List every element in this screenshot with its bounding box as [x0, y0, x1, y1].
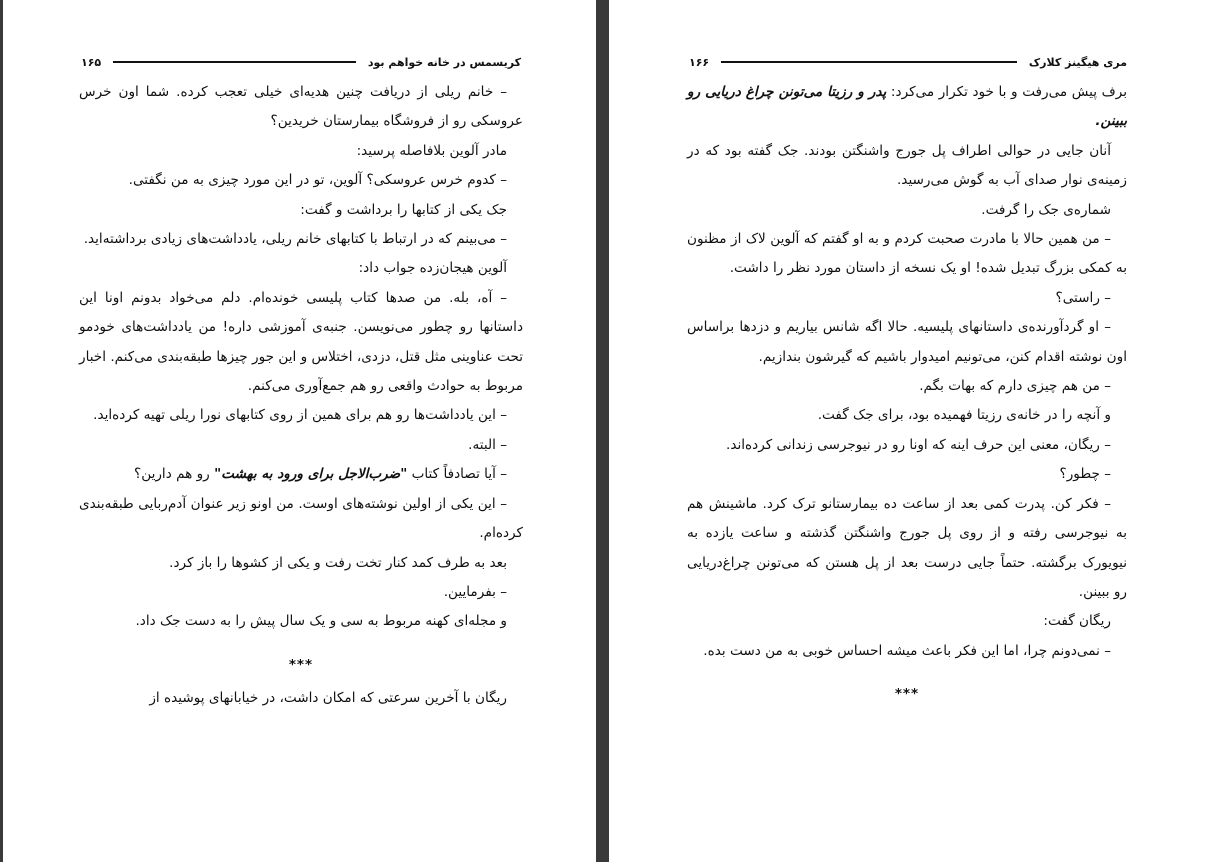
paragraph: – فکر کن. پدرت کمی بعد از ساعت ده بیمارستانو ترک کرد. ماشینش هم به نیوجرسی رفته و از روی پل جورج واشنگتن گذشته و ساعت یازده به نیویورک برگشته. حتماً جایی درست بعد از پل هستن که می‌تونن چراغ‌دریایی رو ببینن. [687, 495, 1127, 600]
paragraph: آلوین هیجان‌زده جواب داد: [358, 260, 507, 277]
header-rule [113, 61, 356, 63]
page-body [79, 78, 523, 714]
left-page [3, 0, 596, 862]
page-header [81, 52, 521, 72]
section-separator: *** [288, 656, 314, 673]
header-rule [721, 61, 1017, 63]
paragraph: – نمی‌دونم چرا، اما این فکر باعث میشه احساس خوبی به من دست بده. [703, 642, 1111, 659]
page-number: ۱۶۵ [81, 55, 102, 69]
paragraph: جک یکی از کتابها را برداشت و گفت: [300, 201, 507, 218]
lead-bold: پدر و رزیتا می‌تونن چراغ دریایی رو ببینن. [687, 84, 1127, 130]
paragraph: – راستی؟ [1055, 289, 1111, 306]
paragraph: – او گردآورنده‌ی داستانهای پلیسیه. حالا اگه شانس بیاریم و دزدها براساس اون نوشته اقدام کنن، می‌تونیم امیدوار باشیم که گیرشون بندازیم. [687, 319, 1127, 365]
paragraph: و مجله‌ای کهنه مربوط به سی و یک سال پیش را به دست جک داد. [135, 613, 507, 630]
paragraph: – ریگان، معنی این حرف اینه که اونا رو در نیوجرسی زندانی کرده‌اند. [726, 436, 1111, 453]
paragraph: – خانم ریلی از دریافت چنین هدیه‌ای خیلی تعجب کرده. شما اون خرس عروسکی رو از فروشگاه بیمارستان خریدین؟ [79, 84, 523, 130]
question-before: – آیا تصادفاً کتاب [407, 466, 507, 483]
paragraph: ریگان گفت: [1043, 613, 1111, 630]
right-page [609, 0, 1206, 862]
page-number: ۱۶۶ [689, 55, 710, 69]
lead-before: برف پیش می‌رفت و با خود تکرار می‌کرد: [886, 84, 1127, 100]
paragraph: – چطور؟ [1059, 466, 1111, 483]
paragraph: بعد به طرف کمد کنار تخت رفت و یکی از کشوها را باز کرد. [169, 554, 507, 571]
section-separator: *** [894, 686, 920, 703]
paragraph: شماره‌ی جک را گرفت. [981, 201, 1111, 218]
paragraph: – آه، بله. من صدها کتاب پلیسی خونده‌ام. دلم می‌خواد بدونم اونا این داستانها رو چطور می‌نویسن. جنبه‌ی آموزشی داره! من یادداشت‌های خودمو تحت عناوینی مثل قتل، دزدی، اختلاس و این جور چیزها طبقه‌بندی می‌کنم. اخبار مربوط به حوادث واقعی رو هم جمع‌آوری می‌کنم. [79, 289, 523, 395]
book-title: "ضرب‌الاجل برای ورود به بهشت" [214, 466, 408, 483]
paragraph: – می‌بینم که در ارتباط با کتابهای خانم ریلی، یادداشت‌های زیادی برداشته‌اید. [83, 231, 507, 248]
paragraph: – من هم چیزی دارم که بهات بگم. [919, 378, 1111, 395]
paragraph: مادر آلوین بلافاصله پرسید: [356, 142, 507, 159]
paragraph: – بفرمایین. [443, 583, 507, 600]
question-after: رو هم دارین؟ [134, 466, 215, 483]
header-title: مری هیگینز کلارک [1028, 55, 1127, 69]
paragraph-question [79, 460, 523, 489]
paragraph: – من همین حالا با مادرت صحبت کردم و به او گفتم که آلوین لاک از مظنون به کمکی بزرگ تبدیل شده! او یک نسخه از داستان مورد نظر را داشت. [687, 231, 1127, 277]
page-header [689, 52, 1127, 72]
page-body [687, 78, 1127, 714]
paragraph: ریگان با آخرین سرعتی که امکان داشت، در خیابانهای پوشیده از [149, 690, 507, 707]
paragraph-lead [687, 78, 1127, 137]
header-title: کریسمس در خانه خواهم بود [367, 55, 521, 69]
paragraph: – این یادداشت‌ها رو هم برای همین از روی کتابهای نورا ریلی تهیه کرده‌اید. [93, 407, 507, 424]
paragraph: – این یکی از اولین نوشته‌های اوست. من اونو زیر عنوان آدم‌ربایی طبقه‌بندی کرده‌ام. [79, 495, 523, 542]
paragraph: و آنچه را در خانه‌ی رزیتا فهمیده بود، برای جک گفت. [817, 407, 1111, 424]
paragraph: – البته. [468, 436, 507, 453]
paragraph: – کدوم خرس عروسکی؟ آلوین، تو در این مورد چیزی به من نگفتی. [128, 172, 507, 189]
paragraph: آنان جایی در حوالی اطراف پل جورج واشنگتن بودند. جک گفته بود که در زمینه‌ی نوار صدای آب به گوش می‌رسید. [687, 142, 1127, 189]
